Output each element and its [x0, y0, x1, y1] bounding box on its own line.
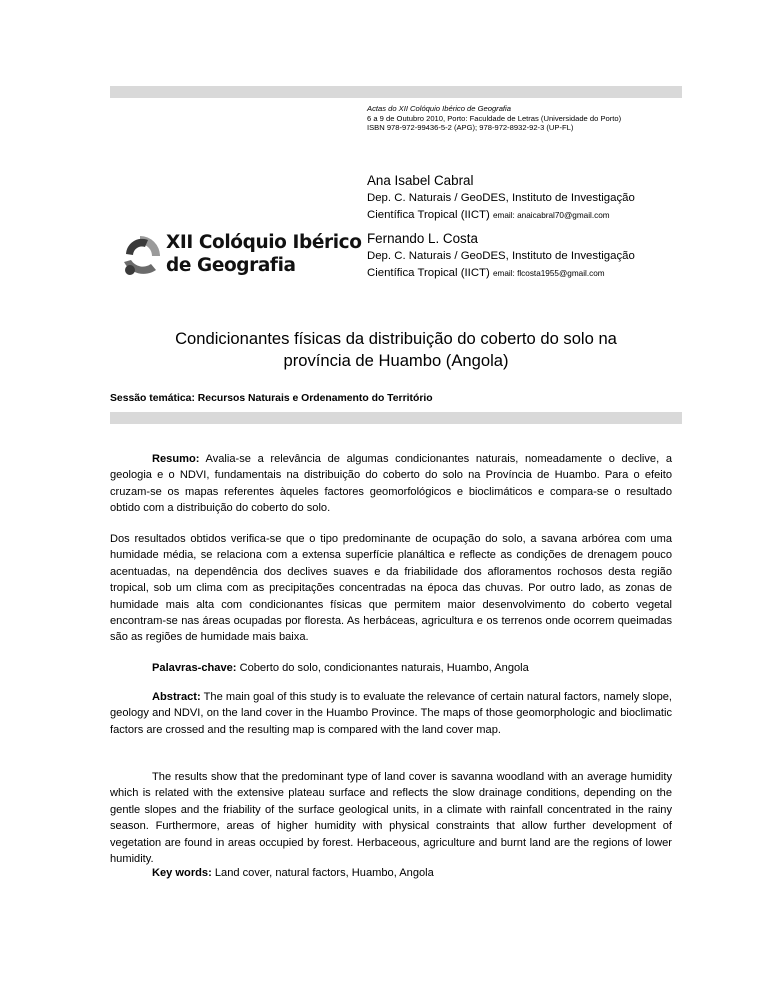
author-name: Fernando L. Costa: [367, 231, 478, 246]
thematic-session: Sessão temática: Recursos Naturais e Ordenamento do Território: [110, 393, 433, 404]
logo-text-line-2: de Geografia: [166, 255, 296, 276]
colloquium-logo-icon: [118, 230, 166, 280]
palavras-chave-text: Coberto do solo, condicionantes naturais, Huambo, Angola: [236, 662, 529, 674]
title-line-2: província de Huambo (Angola): [283, 351, 509, 370]
paper-title: [110, 328, 682, 372]
conference-logo: [118, 230, 362, 280]
section-divider-bar: [110, 412, 682, 424]
author-affiliation-2: Científica Tropical (IICT): [367, 209, 490, 221]
author-affiliation: Dep. C. Naturais / GeoDES, Instituto de Investigação: [367, 192, 635, 204]
header-bar: [110, 86, 682, 98]
keywords-text: Land cover, natural factors, Huambo, Angola: [211, 867, 434, 879]
logo-text-line-1: XII Colóquio Ibérico: [166, 232, 362, 253]
actas-line-3: ISBN 978-972-99436-5-2 (APG); 978-972-8932-92-3 (UP-FL): [367, 123, 574, 133]
author-2: [367, 230, 635, 282]
abstract-paragraph: [110, 689, 672, 738]
author-email[interactable]: email: anaicabral70@gmail.com: [492, 211, 610, 220]
abstract-label: Abstract:: [152, 691, 201, 703]
palavras-chave-label: Palavras-chave:: [152, 662, 237, 674]
author-name: Ana Isabel Cabral: [367, 173, 474, 188]
actas-line-2: 6 a 9 de Outubro 2010, Porto: Faculdade de Letras (Universidade do Porto): [367, 113, 622, 123]
keywords-label: Key words:: [152, 867, 212, 879]
resultados-paragraph: Dos resultados obtidos verifica-se que o tipo predominante de ocupação do solo, a savana arbórea com uma humidade média, se relaciona com a extensa superfície planáltica e reflecte as condições de drenagem pouco acentuadas, na dependência dos declives suaves e da friabilidade dos afloramentos rochosos desta região tropical, sob um clima com as precipitações concentradas na época das chuvas. Por outro lado, as zonas de humidade mais alta com condicionantes físicas que permitem maior desenvolvimento do coberto vegetal encontram-se nas áreas ocupadas por floresta. As herbáceas, agricultura e os terrenos onde ocorrem queimadas são as regiões de humidade mais baixa.: [110, 533, 672, 644]
keywords-paragraph: [110, 865, 672, 881]
author-email[interactable]: email: flcosta1955@gmail.com: [492, 269, 605, 278]
palavras-chave-paragraph: [110, 660, 672, 676]
resumo-label: Resumo:: [152, 453, 200, 465]
author-1: [367, 172, 635, 224]
abstract-text: The main goal of this study is to evaluate the relevance of certain natural factors, namely slope, geology and NDVI, on the land cover in the Huambo Province. The maps of those geomorphologic and bioclimatic factors are crossed and the resulting map is compared with the land cover map.: [110, 691, 672, 736]
author-affiliation: Dep. C. Naturais / GeoDES, Instituto de Investigação: [367, 250, 635, 262]
proceedings-info: [367, 104, 621, 133]
author-affiliation-2: Científica Tropical (IICT): [367, 267, 490, 279]
resumo-text: Avalia-se a relevância de algumas condicionantes naturais, nomeadamente o declive, a geologia e o NDVI, fundamentais na distribuição do coberto do solo na Província de Huambo. Para o efeito cruzam-se os mapas referentes àqueles factores geomorfológicos e bioclimáticos e compara-se o resultado obtido com a distribuição do coberto do solo.: [110, 453, 672, 515]
actas-line-1: Actas do XII Colóquio Ibérico de Geografia: [367, 104, 511, 113]
title-line-1: Condicionantes físicas da distribuição do coberto do solo na: [175, 329, 617, 348]
resumo-paragraph: [110, 451, 672, 517]
results-paragraph: The results show that the predominant type of land cover is savanna woodland with an average humidity which is related with the extensive plateau surface and reflects the slow drainage conditions, depending on the gentle slopes and the friability of the surface geological units, in a climate with rainfall concentrated in the rainy season. Furthermore, areas of higher humidity with physical constraints that allow further development of vegetation are found in areas occupied by forest. Herbaceous, agriculture and burnt land are the regions of lower humidity.: [110, 771, 672, 866]
